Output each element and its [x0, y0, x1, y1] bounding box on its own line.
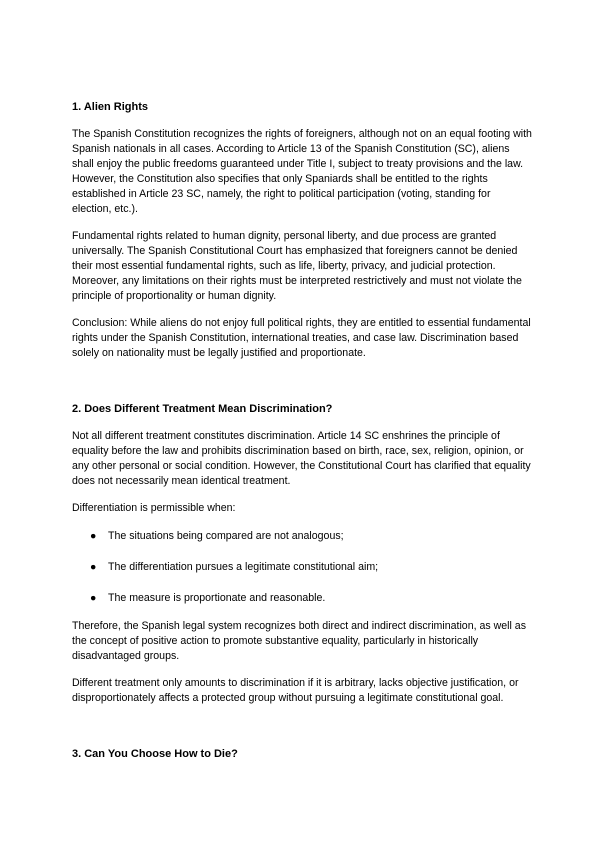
paragraph: Therefore, the Spanish legal system recognizes both direct and indirect discrimination, as well as the concept of positive action to promote substantive equality, particularly in historically disadvantaged groups.	[72, 620, 526, 662]
paragraph: The Spanish Constitution recognizes the rights of foreigners, although not on an equal footing with Spanish nationals in all cases. According to Article 13 of the Spanish Constitution (SC), aliens shall enjoy the public freedoms guaranteed under Title I, subject to treaty provisions and the law. However, the Constitution also specifies that only Spaniards shall be entitled to the rights established in Article 23 SC, namely, the right to political participation (voting, standing for election, etc.).	[72, 128, 532, 215]
section-choose-how-to-die	[72, 747, 532, 762]
bullet-icon: ●	[90, 530, 97, 542]
section-heading: 1. Alien Rights	[72, 101, 148, 113]
paragraph: Differentiation is permissible when:	[72, 502, 236, 514]
section-alien-rights	[72, 100, 532, 361]
list-item-text: The measure is proportionate and reasonable.	[108, 592, 326, 604]
list-item-text: The situations being compared are not analogous;	[108, 530, 344, 542]
list-item	[72, 529, 532, 544]
section-heading: 2. Does Different Treatment Mean Discrimination?	[72, 403, 333, 415]
list-item	[72, 560, 532, 575]
paragraph: Different treatment only amounts to discrimination if it is arbitrary, lacks objective justification, or disproportionately affects a protected group without pursuing a legitimate constitutional goal.	[72, 677, 519, 704]
list-item	[72, 591, 532, 606]
paragraph: Not all different treatment constitutes discrimination. Article 14 SC enshrines the principle of equality before the law and prohibits discrimination based on birth, race, sex, religion, opinion, or any other personal or social condition. However, the Constitutional Court has clarified that equality does not necessarily mean identical treatment.	[72, 430, 531, 487]
paragraph: Fundamental rights related to human dignity, personal liberty, and due process are granted universally. The Spanish Constitutional Court has emphasized that foreigners cannot be denied their most essential fundamental rights, such as life, liberty, privacy, and judicial protection. Moreover, any limitations on their rights must be interpreted restrictively and must not violate the principle of proportionality or human dignity.	[72, 230, 522, 302]
section-different-treatment	[72, 402, 532, 706]
list-item-text: The differentiation pursues a legitimate constitutional aim;	[108, 561, 379, 573]
paragraph: Conclusion: While aliens do not enjoy full political rights, they are entitled to essential fundamental rights under the Spanish Constitution, international treaties, and case law. Discrimination based solely on nationality must be legally justified and proportionate.	[72, 317, 531, 359]
bullet-icon: ●	[90, 561, 97, 573]
section-heading: 3. Can You Choose How to Die?	[72, 748, 238, 760]
bullet-list	[72, 529, 532, 606]
bullet-icon: ●	[90, 592, 97, 604]
document-page	[72, 100, 532, 762]
